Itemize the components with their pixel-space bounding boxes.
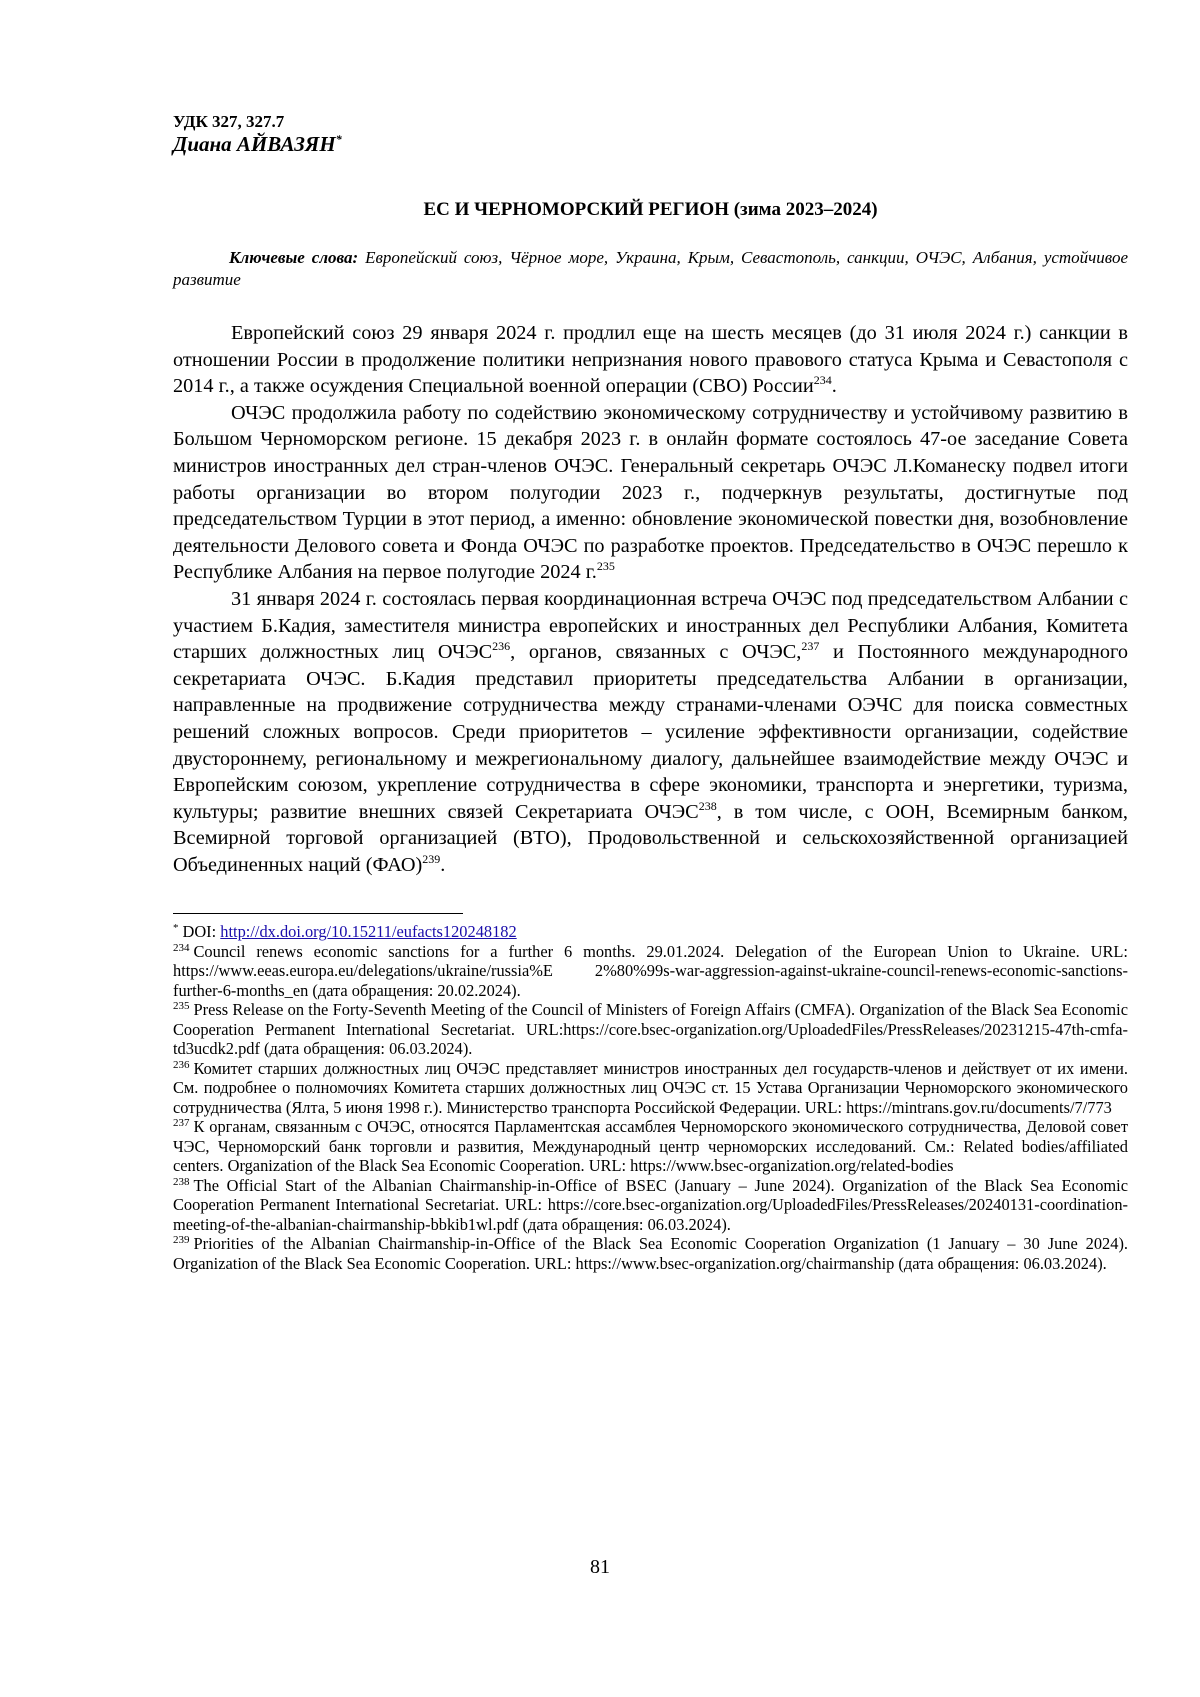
- footnote-ref-238[interactable]: 238: [698, 798, 717, 813]
- keywords-label: Ключевые слова:: [229, 248, 359, 267]
- footnote-239: [173, 1234, 1128, 1273]
- footnote-ref-235[interactable]: 235: [596, 559, 615, 574]
- footnote-238-mark: 238: [173, 1175, 190, 1188]
- keywords: [173, 247, 1128, 291]
- paragraph-3-text-c: и Постоянного международного секретариата ОЧЭС. Б.Кадия представил приоритеты председательства Албании в организации, направленные на продвижение сотрудничества между странами-членами ОЭЧС для поиска совместных решений сложных вопросов. Среди приоритетов – усиление эффективности организации, содействие двустороннему, региональному и межрегиональному диалогу, дальнейшее взаимодействие между ОЧЭС и Европейским союзом, укрепление сотрудничества в сфере экономики, транспорта и энергетики, туризма, культуры; развитие внешних связей Секретариата ОЧЭС: [173, 641, 1129, 823]
- footnote-239-text: Priorities of the Albanian Chairmanship-in-Office of the Black Sea Economic Cooperation Organization (1 January – 30 June 2024). Organization of the Black Sea Economic Cooperation. URL: https://www.bsec-organization.org/chairmanship (дата обращения: 06.03.2024).: [173, 1234, 1128, 1273]
- paragraph-3-text-d: , в том числе, с ООН, Всемирным банком, Всемирной торговой организацией (ВТО), Продовольственной и сельскохозяйственной организацией Объединенных наций (ФАО): [173, 800, 1128, 876]
- footnote-235-mark: 235: [173, 1000, 190, 1012]
- footnote-divider: [173, 913, 463, 914]
- footnote-ref-234[interactable]: 234: [813, 373, 832, 388]
- footnote-235: [173, 1000, 1128, 1059]
- footnote-237-mark: 237: [173, 1117, 190, 1129]
- footnote-235-text: Press Release on the Forty-Seventh Meeting of the Council of Ministers of Foreign Affairs (CMFA). Organization of the Black Sea Economic Cooperation Permanent International Secretariat. URL:https://core.bsec-organization.org/UploadedFiles/PressReleases/20231215-47th-cmfa-td3ucdk2.pdf (дата обращения: 06.03.2024).: [173, 1000, 1128, 1059]
- article-body: [173, 320, 1128, 878]
- footnote-ref-237[interactable]: 237: [801, 639, 820, 654]
- keywords-text: Европейский союз, Чёрное море, Украина, Крым, Севастополь, санкции, ОЧЭС, Албания, устойчивое развитие: [173, 248, 1128, 289]
- paragraph-3-end: .: [440, 853, 446, 876]
- udk-code: УДК 327, 327.7: [173, 112, 285, 131]
- footnote-234-text: Council renews economic sanctions for a further 6 months. 29.01.2024. Delegation of the European Union to Ukraine. URL: https://www.eeas.europa.eu/delegations/ukraine/russia%E 2%80%99s-war-aggression-against-ukraine-council-renews-economic-sanctions-further-6-months_en (дата обращения: 20.02.2024).: [173, 941, 1128, 1000]
- paragraph-1-text: Европейский союз 29 января 2024 г. продлил еще на шесть месяцев (до 31 июля 2024 г.) санкции в отношении России в продолжение политики непризнания нового правового статуса Крыма и Севастополя с 2014 г., а также осуждения Специальной военной операции (СВО) России: [173, 322, 1128, 398]
- footnote-doi-mark: *: [173, 922, 179, 934]
- article-page: [173, 112, 1128, 1273]
- article-title: ЕС И ЧЕРНОМОРСКИЙ РЕГИОН (зима 2023–2024): [423, 199, 878, 220]
- footnote-doi-label: DOI:: [182, 922, 221, 942]
- footnote-239-mark: 239: [173, 1234, 190, 1246]
- paragraph-3-text-a: 31 января 2024 г. состоялась первая координационная встреча ОЧЭС под председательством Албании с участием Б.Кадия, заместителя министра европейских и иностранных дел Республики Албания, Комитета старших должностных лиц ОЧЭС: [173, 587, 1128, 664]
- footnote-234-mark: 234: [173, 941, 190, 954]
- footnote-ref-236[interactable]: 236: [492, 639, 511, 654]
- footnote-doi: [173, 922, 1128, 942]
- author-name-text: Диана АЙВАЗЯН: [173, 132, 336, 156]
- paragraph-1: [173, 320, 1128, 400]
- footnote-236-text: Комитет старших должностных лиц ОЧЭС представляет министров иностранных дел государств-членов и действует от их имени. См. подробнее о полномочиях Комитета старших должностных лиц ОЧЭС ст. 15 Устава Организации Черноморского экономического сотрудничества (Ялта, 5 июня 1998 г.). Министерство транспорта Российской Федерации. URL: https://mintrans.gov.ru/documents/7/773: [173, 1058, 1128, 1117]
- footnote-236-mark: 236: [173, 1058, 190, 1071]
- page-number: 81: [590, 1556, 610, 1578]
- footnote-238: [173, 1176, 1128, 1235]
- paragraph-2: [173, 400, 1128, 586]
- footnote-237-text: К органам, связанным с ОЧЭС, относятся Парламентская ассамблея Черноморского экономического сотрудничества, Деловой совет ЧЭС, Черноморский банк торговли и развития, Международный центр черноморских исследований. См.: Related bodies/affiliated centers. Organization of the Black Sea Economic Cooperation. URL: https://www.bsec-organization.org/related-bodies: [173, 1117, 1128, 1176]
- paragraph-3: [173, 586, 1128, 879]
- paragraph-1-end: .: [831, 375, 837, 398]
- paragraph-2-text: ОЧЭС продолжила работу по содействию экономическому сотрудничеству и устойчивому развитию в Большом Черноморском регионе. 15 декабря 2023 г. в онлайн формате состоялось 47-ое заседание Совета министров иностранных дел стран-членов ОЧЭС. Генеральный секретарь ОЧЭС Л.Команеску подвел итоги работы организации во втором полугодии 2023 г., подчеркнув результаты, достигнутые под председательством Турции в этот период, а именно: обновление экономической повестки дня, возобновление деятельности Делового совета и Фонда ОЧЭС по разработке проектов. Председательство в ОЧЭС перешло к Республике Албания на первое полугодие 2024 г.: [173, 401, 1128, 584]
- doi-link[interactable]: http://dx.doi.org/10.15211/eufacts120248182: [220, 922, 517, 942]
- paragraph-3-text-b: , органов, связанных с ОЧЭС,: [510, 641, 802, 664]
- author-name: [173, 132, 1128, 156]
- footnote-ref-239[interactable]: 239: [422, 852, 441, 867]
- footnote-234: [173, 942, 1128, 1001]
- footnote-236: [173, 1059, 1128, 1118]
- author-footnote-mark[interactable]: *: [335, 132, 342, 146]
- footnote-237: [173, 1117, 1128, 1176]
- footnotes: [173, 922, 1128, 1273]
- footnote-238-text: The Official Start of the Albanian Chairmanship-in-Office of BSEC (January – June 2024). Organization of the Black Sea Economic Cooperation Permanent International Secretariat. URL: https://core.bsec-organization.org/UploadedFiles/PressReleases/20240131-coordination-meeting-of-the-albanian-chairmanship-bbkib1wl.pdf (дата обращения: 06.03.2024).: [173, 1175, 1128, 1234]
